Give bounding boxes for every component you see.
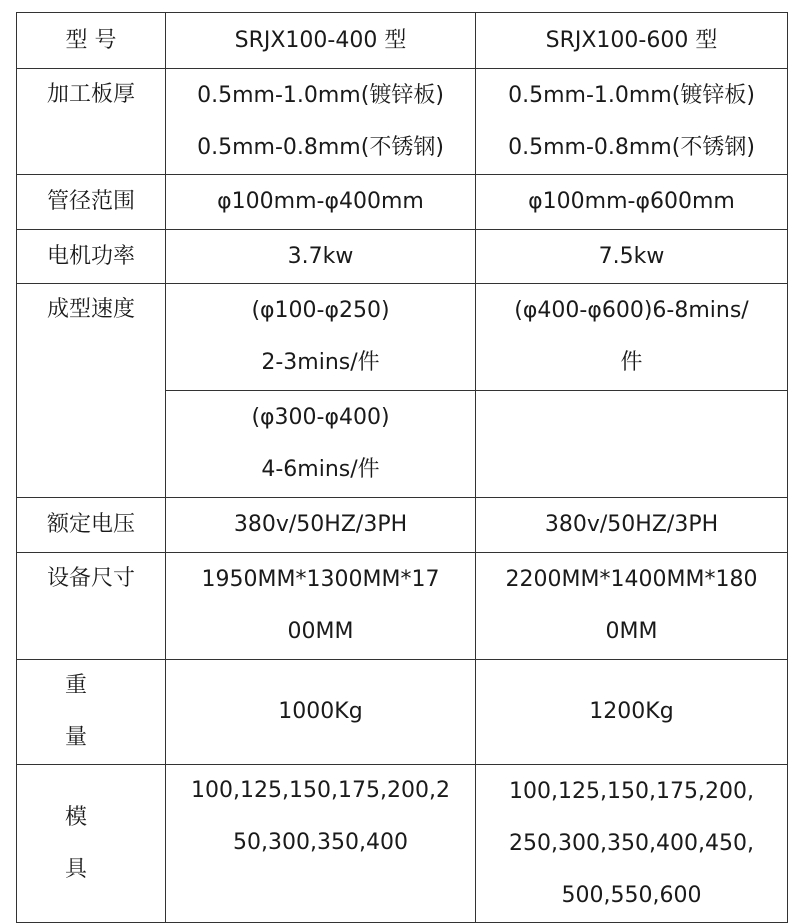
size-row [17,553,788,660]
power-label: 电机功率 [46,243,135,269]
molds-row [17,765,788,923]
size-600-line-2: 0MM [605,619,658,644]
model-600-name: SRJX100-600 型 [545,27,718,53]
power-label-cell [17,230,166,284]
size-cell-600 [476,553,788,660]
voltage-row [17,498,788,553]
diameter-cell-600 [476,175,788,230]
speed-label-cell [17,284,166,498]
power-cell-400 [166,230,476,284]
molds-cell-600 [476,765,788,923]
power-600-value: 7.5kw [598,243,665,269]
thickness-cell-400 [166,69,476,175]
thickness-label: 加工板厚 [46,82,135,107]
model-400-name: SRJX100-400 型 [234,27,407,53]
molds-400-line-1: 100,125,150,175,200,2 [191,778,450,803]
header-model-400 [166,13,476,69]
molds-600-line-3: 500,550,600 [561,882,702,908]
speed-400-b-line-2: 4-6mins/件 [261,457,380,482]
header-label-cell [17,13,166,69]
header-label: 型 号 [65,27,117,53]
speed-600-a-line-1: (φ400-φ600)6-8mins/ [514,298,749,323]
voltage-cell-600 [476,498,788,553]
weight-label-cell [17,660,166,765]
size-label-cell [17,553,166,660]
weight-cell-400 [166,660,476,765]
diameter-600-value: φ100mm-φ600mm [528,189,735,214]
size-cell-400 [166,553,476,660]
voltage-400-value: 380v/50HZ/3PH [233,512,408,537]
speed-cell-600-a [476,284,788,391]
diameter-label: 管径范围 [46,189,135,214]
header-model-600 [476,13,788,69]
weight-row [17,660,788,765]
thickness-row [17,69,788,175]
weight-400-value: 1000Kg [278,699,363,724]
spec-table [16,12,788,923]
speed-400-a-line-2: 2-3mins/件 [261,350,380,375]
molds-label: 模 具 [64,804,117,882]
molds-cell-400 [166,765,476,923]
speed-600-a-line-2: 件 [620,350,643,375]
speed-label: 成型速度 [46,297,135,322]
molds-600-line-1: 100,125,150,175,200, [509,778,754,804]
molds-400-line-2: 50,300,350,400 [233,830,408,855]
speed-cell-400-a [166,284,476,391]
thickness-600-line-2: 0.5mm-0.8mm(不锈钢) [508,134,755,160]
voltage-label: 额定电压 [46,512,135,537]
size-label: 设备尺寸 [46,566,135,591]
weight-cell-600 [476,660,788,765]
diameter-label-cell [17,175,166,230]
voltage-600-value: 380v/50HZ/3PH [544,512,719,537]
voltage-cell-400 [166,498,476,553]
molds-600-line-2: 250,300,350,400,450, [509,830,754,856]
size-400-line-2: 00MM [287,619,354,644]
power-row [17,230,788,284]
molds-label-cell [17,765,166,923]
speed-400-a-line-1: (φ100-φ250) [251,298,390,323]
power-cell-600 [476,230,788,284]
speed-400-b-line-1: (φ300-φ400) [251,405,390,430]
diameter-row [17,175,788,230]
thickness-400-line-1: 0.5mm-1.0mm(镀锌板) [197,82,444,108]
thickness-400-line-2: 0.5mm-0.8mm(不锈钢) [197,134,444,160]
weight-label: 重 量 [64,673,117,750]
weight-600-value: 1200Kg [589,699,674,724]
diameter-400-value: φ100mm-φ400mm [217,189,424,214]
size-600-line-1: 2200MM*1400MM*180 [505,567,758,592]
thickness-cell-600 [476,69,788,175]
voltage-label-cell [17,498,166,553]
speed-cell-600-b-empty [476,391,788,498]
header-row [17,13,788,69]
speed-row-1 [17,284,788,391]
diameter-cell-400 [166,175,476,230]
thickness-label-cell [17,69,166,175]
power-400-value: 3.7kw [287,243,354,269]
speed-cell-400-b [166,391,476,498]
thickness-600-line-1: 0.5mm-1.0mm(镀锌板) [508,82,755,108]
size-400-line-1: 1950MM*1300MM*17 [201,567,440,592]
